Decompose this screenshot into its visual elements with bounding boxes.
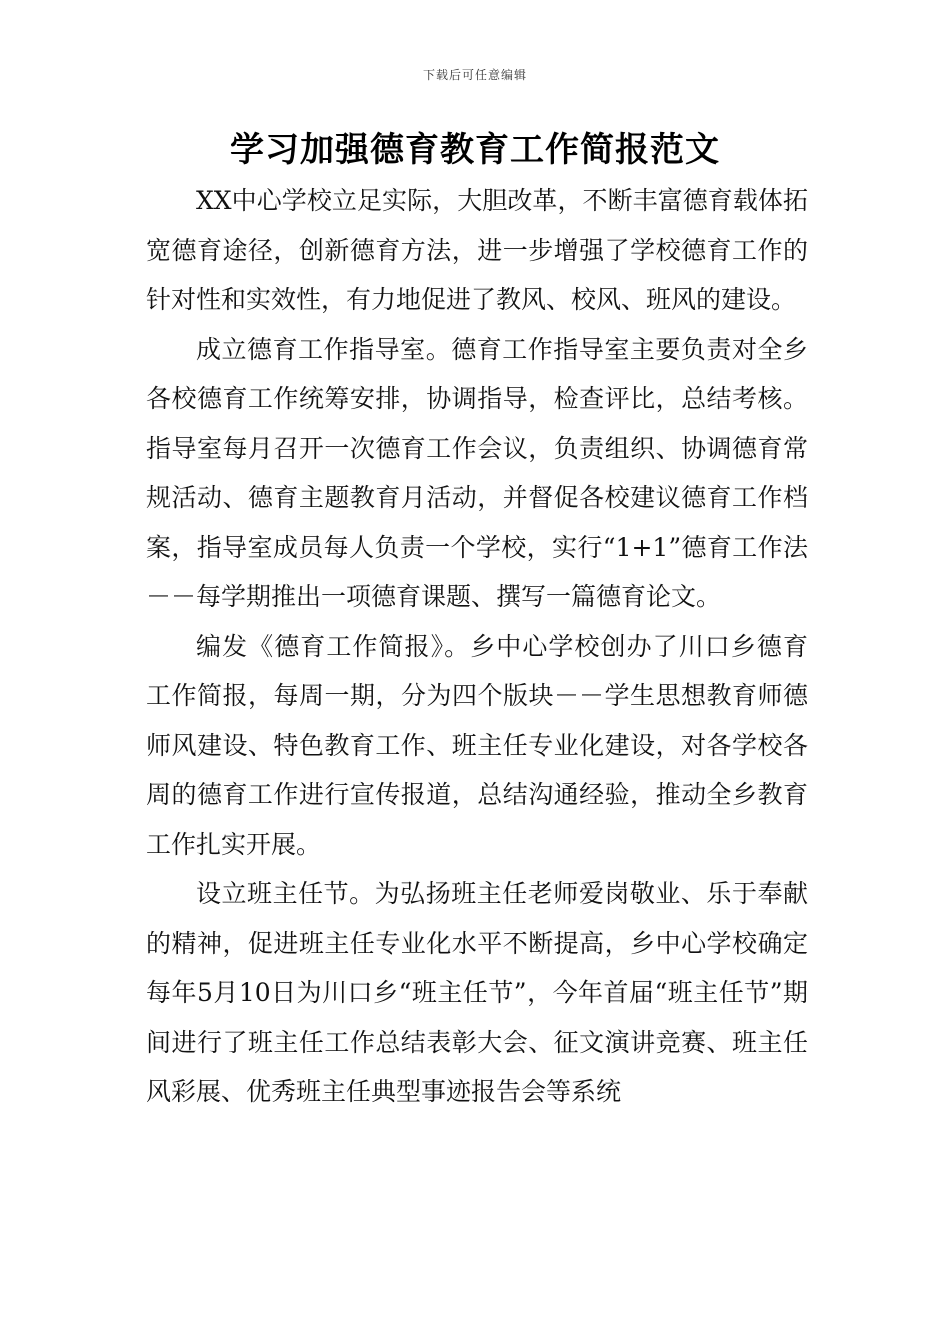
- paragraph-4: 设立班主任节。为弘扬班主任老师爱岗敬业、乐于奉献的精神，促进班主任专业化水平不断提高，乡中心学校确定每年5月10日为川口乡“班主任节”，今年首届“班主任节”期间进行了班主任工作总结表彰大会、征文演讲竞赛、班主任风彩展、优秀班主任典型事迹报告会等系统: [146, 879, 808, 1106]
- paragraph-1: XX中心学校立足实际，大胆改革，不断丰富德育载体拓宽德育途径，创新德育方法，进一步增强了学校德育工作的针对性和实效性，有力地促进了教风、校风、班风的建设。: [146, 186, 808, 314]
- header-note: 下载后可任意编辑: [422, 68, 527, 82]
- document-body: [146, 176, 808, 1117]
- paragraph-2: 成立德育工作指导室。德育工作指导室主要负责对全乡各校德育工作统筹安排，协调指导，检查评比，总结考核。指导室每月召开一次德育工作会议，负责组织、协调德育常规活动、德育主题教育月活动，并督促各校建议德育工作档案，指导室成员每人负责一个学校，实行“1+1”德育工作法－－每学期推出一项德育课题、撰写一篇德育论文。: [146, 334, 808, 611]
- document-title: 学习加强德育教育工作简报范文: [230, 130, 720, 170]
- paragraph-3: 编发《德育工作简报》。乡中心学校创办了川口乡德育工作简报，每周一期，分为四个版块－－学生思想教育师德师风建设、特色教育工作、班主任专业化建设，对各学校各周的德育工作进行宣传报道，总结沟通经验，推动全乡教育工作扎实开展。: [146, 631, 808, 859]
